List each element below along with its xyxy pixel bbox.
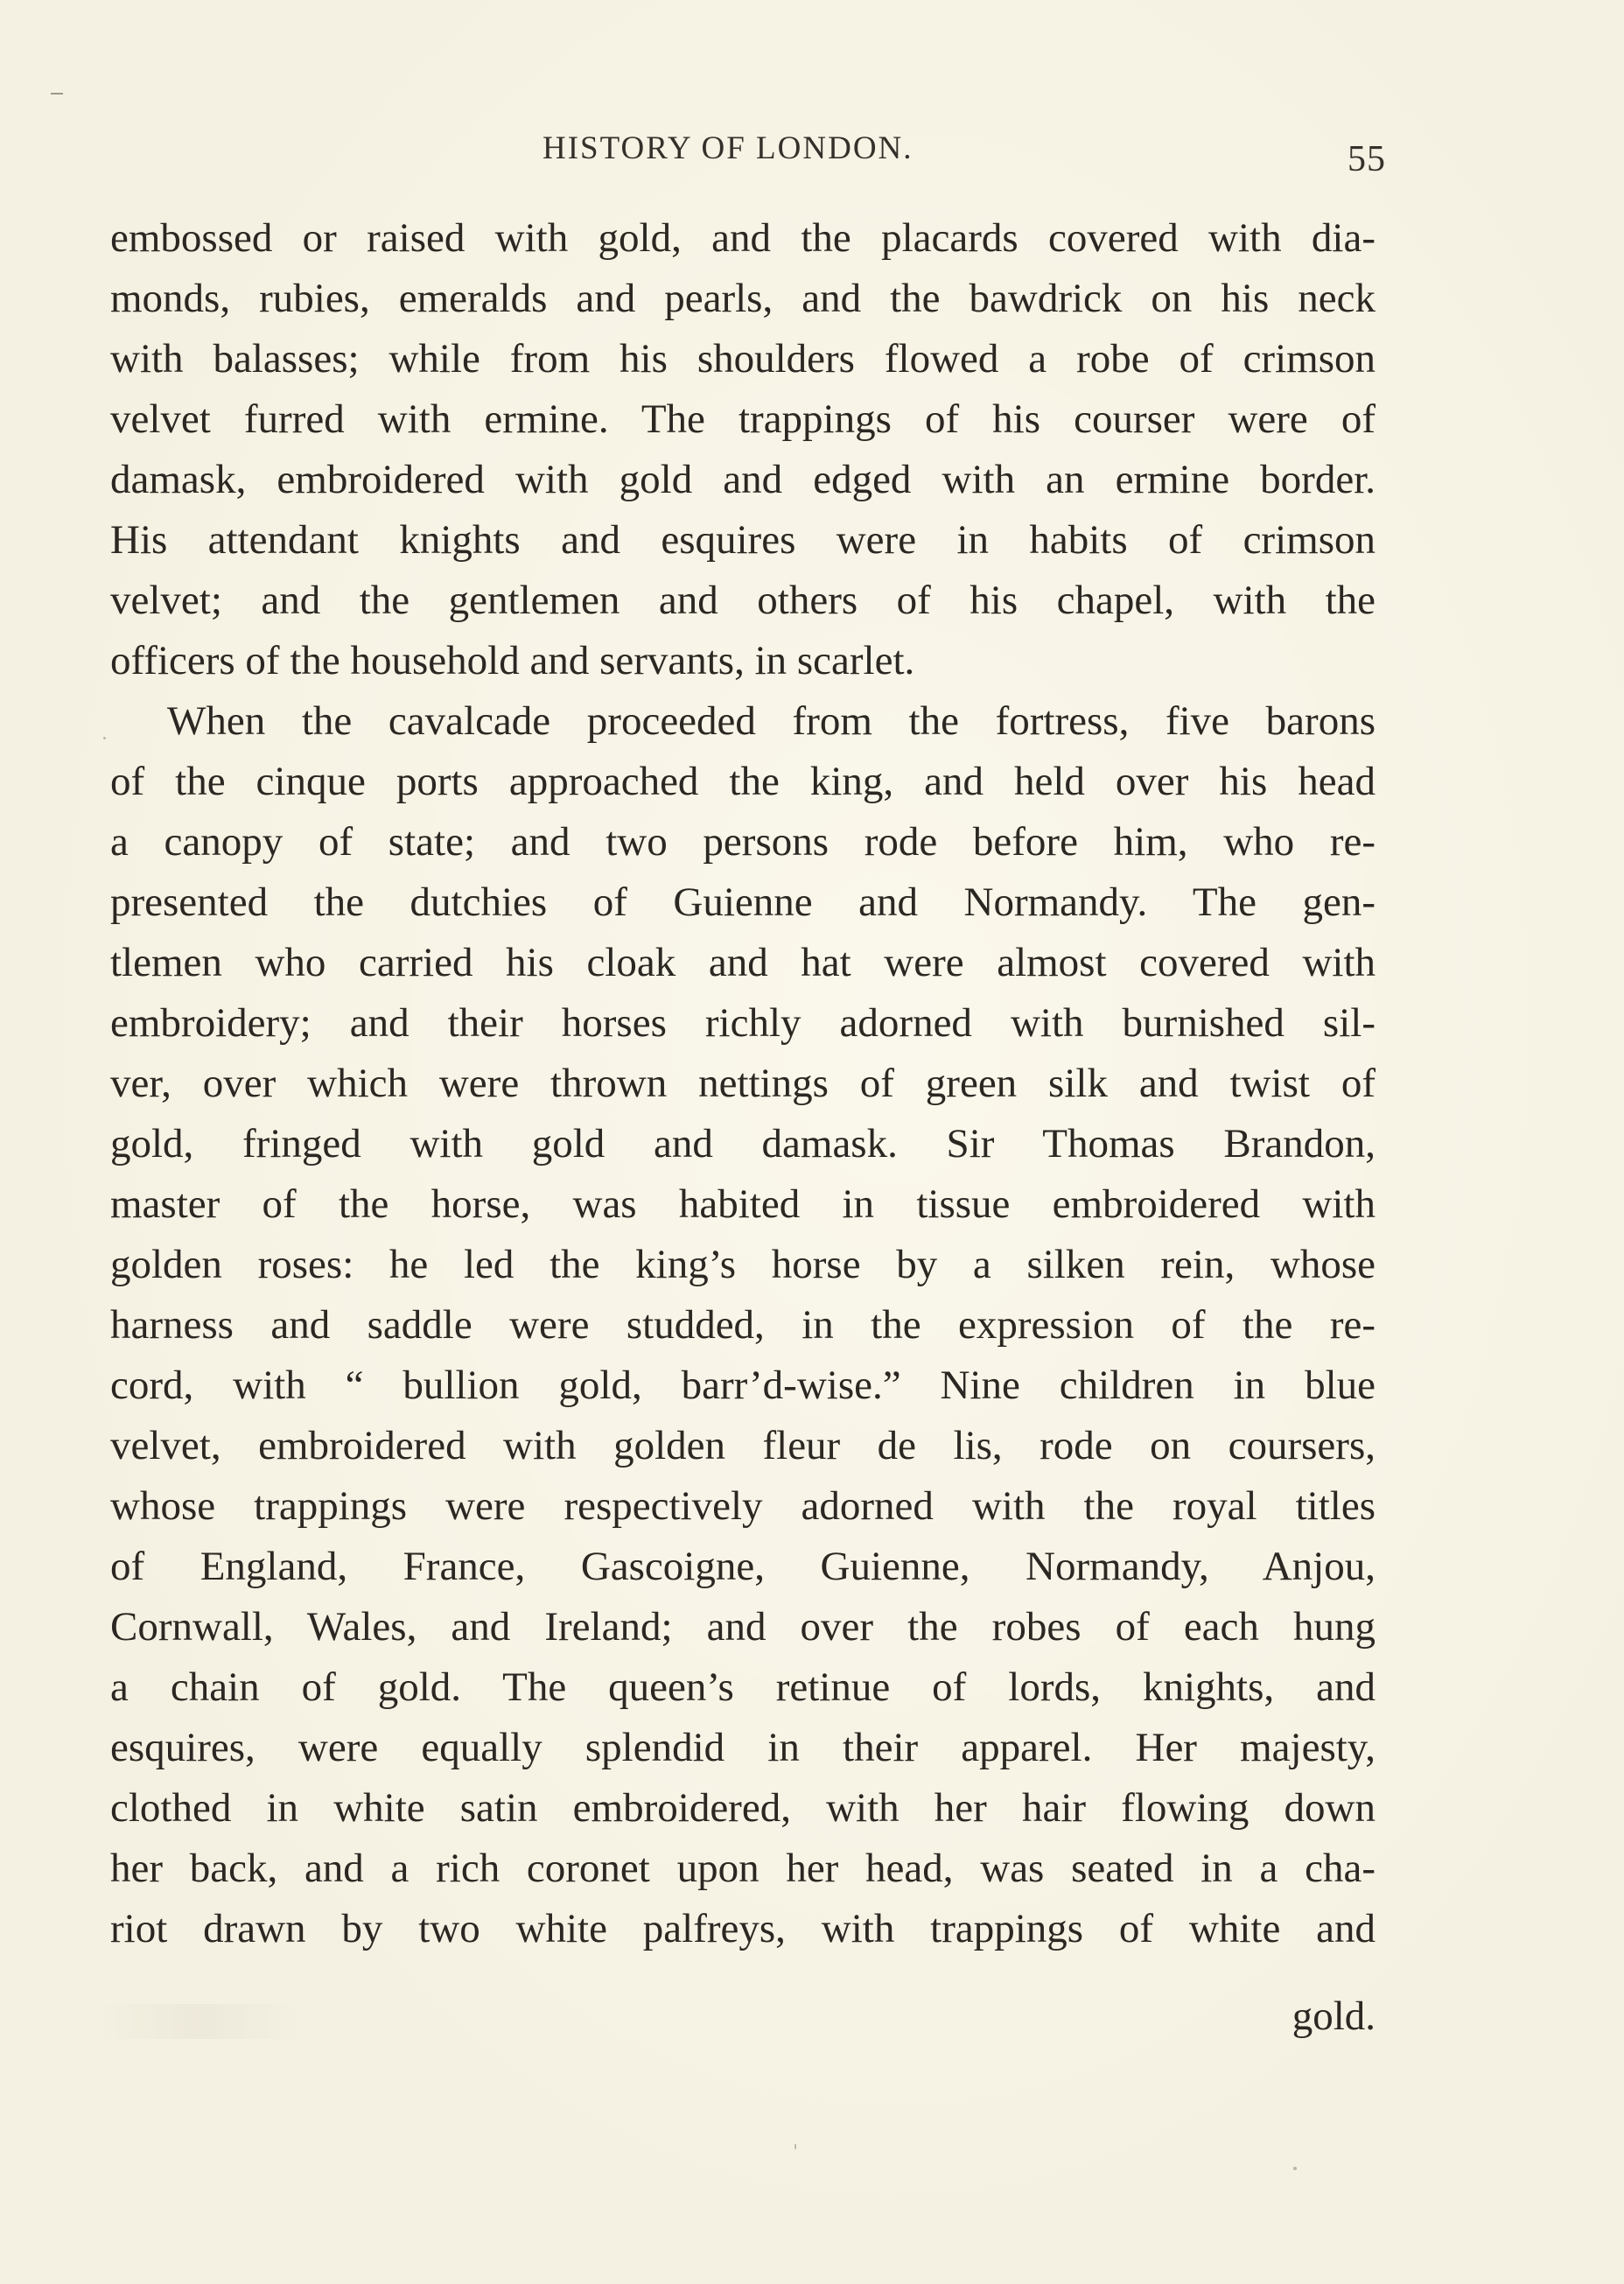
- text-line: Cornwall, Wales, and Ireland; and over the robes of each hung: [110, 1604, 1376, 1650]
- running-head: [0, 130, 1624, 179]
- text-line: tlemen who carried his cloak and hat were almost covered with: [110, 940, 1376, 985]
- text-line: whose trappings were respectively adorned with the royal titles: [110, 1483, 1376, 1529]
- text-line: her back, and a rich coronet upon her head, was seated in a cha-: [110, 1846, 1376, 1891]
- text-line: velvet; and the gentlemen and others of his chapel, with the: [110, 578, 1376, 623]
- running-title: HISTORY OF LONDON.: [542, 130, 914, 166]
- text-line: clothed in white satin embroidered, with her hair flowing down: [110, 1785, 1376, 1831]
- margin-mark: [51, 93, 63, 95]
- text-line: master of the horse, was habited in tissue embroidered with: [110, 1181, 1376, 1227]
- text-line: velvet, embroidered with golden fleur de lis, rode on coursers,: [110, 1423, 1376, 1468]
- text-line: golden roses: he led the king’s horse by a silken rein, whose: [110, 1242, 1376, 1287]
- text-line: embroidery; and their horses richly adorned with burnished sil-: [110, 1000, 1376, 1046]
- body-text: [110, 208, 1376, 1959]
- text-line: When the cavalcade proceeded from the fortress, five barons: [167, 698, 1376, 744]
- text-line: embossed or raised with gold, and the placards covered with dia-: [110, 215, 1376, 261]
- paper-speck: [794, 2144, 796, 2149]
- text-line: presented the dutchies of Guienne and Normandy. The gen-: [110, 879, 1376, 925]
- catchword: gold.: [1292, 1993, 1376, 2039]
- text-line: monds, rubies, emeralds and pearls, and the bawdrick on his neck: [110, 276, 1376, 321]
- text-line: His attendant knights and esquires were in habits of crimson: [110, 517, 1376, 563]
- paper-speck: [1293, 2167, 1297, 2170]
- text-line: officers of the household and servants, in scarlet.: [110, 638, 915, 683]
- text-line: a canopy of state; and two persons rode before him, who re-: [110, 819, 1376, 865]
- ink-offset-smudge: [94, 2004, 304, 2039]
- text-line: a chain of gold. The queen’s retinue of lords, knights, and: [110, 1664, 1376, 1710]
- text-line: of the cinque ports approached the king, and held over his head: [110, 759, 1376, 804]
- text-line: harness and saddle were studded, in the expression of the re-: [110, 1302, 1376, 1348]
- text-line: ver, over which were thrown nettings of green silk and twist of: [110, 1061, 1376, 1106]
- text-line: riot drawn by two white palfreys, with trappings of white and: [110, 1906, 1376, 1951]
- text-line: with balasses; while from his shoulders flowed a robe of crimson: [110, 336, 1376, 382]
- page-number: 55: [1348, 139, 1386, 179]
- text-line: esquires, were equally splendid in their apparel. Her majesty,: [110, 1725, 1376, 1770]
- text-line: damask, embroidered with gold and edged with an ermine border.: [110, 457, 1376, 502]
- text-line: of England, France, Gascoigne, Guienne, Normandy, Anjou,: [110, 1544, 1376, 1589]
- paper-speck: [103, 737, 106, 739]
- text-line: cord, with “ bullion gold, barr’d-wise.” Nine children in blue: [110, 1363, 1376, 1408]
- text-line: gold, fringed with gold and damask. Sir Thomas Brandon,: [110, 1121, 1376, 1167]
- text-line: velvet furred with ermine. The trappings of his courser were of: [110, 396, 1376, 442]
